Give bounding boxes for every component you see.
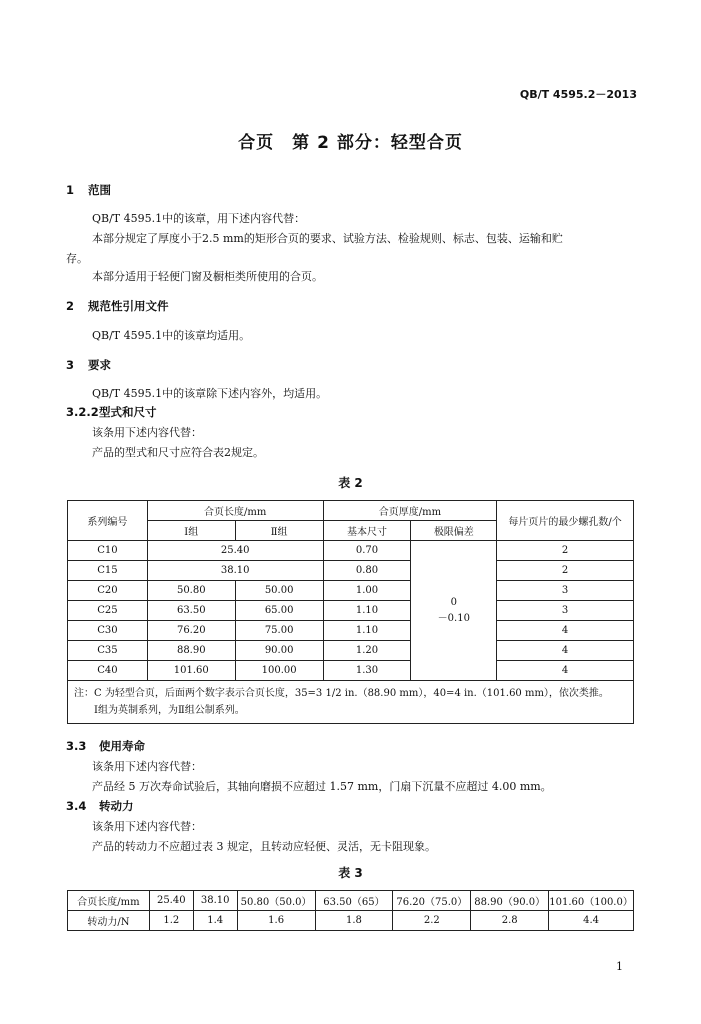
section-number: 3.3 xyxy=(66,739,87,753)
table-3 xyxy=(67,890,634,931)
cell-series: C40 xyxy=(68,661,148,681)
cell-holes: 4 xyxy=(497,661,634,681)
section-1-heading xyxy=(66,182,111,198)
section-title: 使用寿命 xyxy=(99,739,145,753)
cell-basic: 1.10 xyxy=(323,621,411,641)
cell-length: 63.50（65） xyxy=(315,891,393,911)
cell-basic: 1.00 xyxy=(323,581,411,601)
cell-holes: 2 xyxy=(497,561,634,581)
cell-group-1: 50.80 xyxy=(147,581,235,601)
paragraph: 本部分规定了厚度小于2.5 mm的矩形合页的要求、试验方法、检验规则、标志、包装、运输和贮 xyxy=(92,232,563,245)
paragraph: 该条用下述内容代替： xyxy=(92,426,202,439)
paragraph: 产品的转动力不应超过表 3 规定，且转动应轻便、灵活，无卡阻现象。 xyxy=(92,840,436,853)
paragraph: 该条用下述内容代替： xyxy=(92,760,202,773)
section-number: 3.4 xyxy=(66,799,87,813)
header-length: 合页长度/mm xyxy=(147,501,323,521)
page-number: 1 xyxy=(616,960,623,973)
paragraph: 产品经 5 万次寿命试验后，其轴向磨损不应超过 1.57 mm，门扇下沉量不应超过 4.00 mm。 xyxy=(92,780,552,793)
paragraph-continuation: 存。 xyxy=(66,252,88,265)
table-note-row xyxy=(68,681,634,724)
header-holes: 每片页片的最少螺孔数/个 xyxy=(497,501,634,541)
table-row xyxy=(68,641,634,661)
cell-group-1: 63.50 xyxy=(147,601,235,621)
cell-basic: 1.30 xyxy=(323,661,411,681)
cell-basic: 0.80 xyxy=(323,561,411,581)
cell-force: 1.8 xyxy=(315,911,393,931)
table-row xyxy=(68,911,634,931)
cell-holes: 3 xyxy=(497,601,634,621)
section-title: 范围 xyxy=(88,183,111,197)
table-row xyxy=(68,561,634,581)
cell-series: C20 xyxy=(68,581,148,601)
header-thickness: 合页厚度/mm xyxy=(323,501,497,521)
section-3-heading xyxy=(66,357,111,373)
paragraph: QB/T 4595.1中的该章均适用。 xyxy=(92,329,251,342)
table-2-caption: 表 2 xyxy=(338,476,363,490)
cell-force: 1.4 xyxy=(193,911,237,931)
section-3-2-2-heading xyxy=(66,404,157,420)
header-basic-size: 基本尺寸 xyxy=(323,521,411,541)
tolerance-lower: －0.10 xyxy=(437,612,470,624)
table-note xyxy=(68,681,634,724)
row-label-force: 转动力/N xyxy=(68,911,150,931)
header-series: 系列编号 xyxy=(68,501,148,541)
section-number: 1 xyxy=(66,183,75,197)
cell-tolerance xyxy=(411,541,497,681)
cell-length: 76.20（75.0） xyxy=(393,891,471,911)
cell-group-2: 65.00 xyxy=(235,601,323,621)
cell-force: 2.8 xyxy=(471,911,549,931)
cell-force: 2.2 xyxy=(393,911,471,931)
cell-holes: 4 xyxy=(497,641,634,661)
cell-series: C25 xyxy=(68,601,148,621)
cell-length: 25.40 xyxy=(147,541,323,561)
cell-group-1: 101.60 xyxy=(147,661,235,681)
cell-basic: 0.70 xyxy=(323,541,411,561)
page-title: 合页 第 2 部分：轻型合页 xyxy=(238,133,463,153)
section-2-heading xyxy=(66,298,169,314)
table-3-caption: 表 3 xyxy=(338,866,363,880)
section-title: 转动力 xyxy=(99,799,134,813)
paragraph: QB/T 4595.1中的该章，用下述内容代替： xyxy=(92,212,306,225)
table-row xyxy=(68,621,634,641)
header-group-2: Ⅱ组 xyxy=(235,521,323,541)
cell-basic: 1.10 xyxy=(323,601,411,621)
cell-length: 50.80（50.0） xyxy=(237,891,315,911)
cell-group-1: 76.20 xyxy=(147,621,235,641)
cell-group-2: 90.00 xyxy=(235,641,323,661)
header-tolerance: 极限偏差 xyxy=(411,521,497,541)
cell-force: 1.2 xyxy=(149,911,193,931)
table-2 xyxy=(67,500,634,724)
section-3-3-heading xyxy=(66,738,145,754)
section-title: 型式和尺寸 xyxy=(99,405,157,419)
section-number: 3 xyxy=(66,358,75,372)
paragraph: 该条用下述内容代替： xyxy=(92,820,202,833)
cell-group-1: 88.90 xyxy=(147,641,235,661)
section-3-4-heading xyxy=(66,798,134,814)
paragraph: QB/T 4595.1中的该章除下述内容外，均适用。 xyxy=(92,387,328,400)
cell-holes: 3 xyxy=(497,581,634,601)
cell-series: C35 xyxy=(68,641,148,661)
note-line-2: Ⅰ组为英制系列，为Ⅱ组公制系列。 xyxy=(94,705,245,716)
cell-group-2: 75.00 xyxy=(235,621,323,641)
cell-force: 4.4 xyxy=(549,911,634,931)
cell-length: 25.40 xyxy=(149,891,193,911)
cell-length: 38.10 xyxy=(147,561,323,581)
cell-length: 88.90（90.0） xyxy=(471,891,549,911)
cell-length: 38.10 xyxy=(193,891,237,911)
section-title: 要求 xyxy=(88,358,111,372)
section-number: 3.2.2 xyxy=(66,405,99,419)
tolerance-upper: 0 xyxy=(450,596,457,608)
table-row xyxy=(68,891,634,911)
cell-group-2: 50.00 xyxy=(235,581,323,601)
cell-basic: 1.20 xyxy=(323,641,411,661)
header-group-1: Ⅰ组 xyxy=(147,521,235,541)
cell-holes: 4 xyxy=(497,621,634,641)
table-row xyxy=(68,661,634,681)
cell-length: 101.60（100.0） xyxy=(549,891,634,911)
paragraph: 本部分适用于轻便门窗及橱柜类所使用的合页。 xyxy=(92,270,323,283)
cell-series: C15 xyxy=(68,561,148,581)
cell-force: 1.6 xyxy=(237,911,315,931)
cell-holes: 2 xyxy=(497,541,634,561)
cell-series: C10 xyxy=(68,541,148,561)
table-row xyxy=(68,601,634,621)
standard-number: QB/T 4595.2－2013 xyxy=(519,88,637,101)
table-row xyxy=(68,581,634,601)
section-number: 2 xyxy=(66,299,75,313)
cell-group-2: 100.00 xyxy=(235,661,323,681)
row-label-length: 合页长度/mm xyxy=(68,891,150,911)
note-line-1: 注：C 为轻型合页，后面两个数字表示合页长度，35=3 1/2 in.（88.90 mm），40=4 in.（101.60 mm），依次类推。 xyxy=(74,688,609,699)
paragraph: 产品的型式和尺寸应符合表2规定。 xyxy=(92,446,264,459)
section-title: 规范性引用文件 xyxy=(88,299,169,313)
table-row xyxy=(68,541,634,561)
cell-series: C30 xyxy=(68,621,148,641)
